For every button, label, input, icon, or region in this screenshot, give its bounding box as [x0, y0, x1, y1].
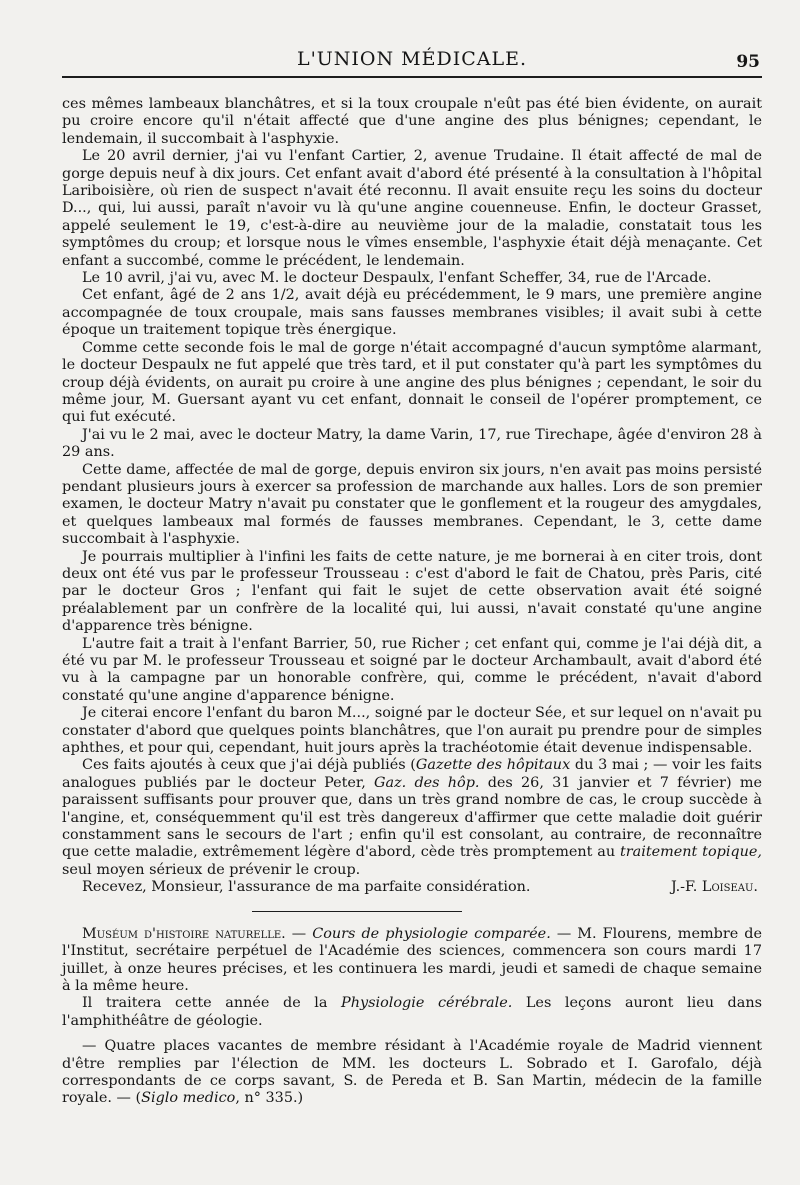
paragraph: Je citerai encore l'enfant du baron M..., soigné par le docteur Sée, et sur lequel on n'avait pu constater d'abord que quelques points blanchâtres, que l'on aurait pu prendre pour de simples aphthes, et pour qui, cependant, huit jours après la trachéotomie était devenue indispensable. — [62, 705, 762, 757]
signoff-text: Recevez, Monsieur, l'assurance de ma parfaite considération. — [82, 879, 531, 896]
section-divider — [252, 911, 462, 912]
paragraph: Le 10 avril, j'ai vu, avec M. le docteur Despaulx, l'enfant Scheffer, 34, rue de l'Arcade. — [82, 270, 712, 287]
text-run: Ces faits ajoutés à ceux que j'ai déjà publiés ( — [82, 757, 416, 774]
text-run: Il traitera cette année de la — [82, 995, 342, 1012]
news-museum — [62, 926, 762, 996]
paragraph: Comme cette seconde fois le mal de gorge n'était accompagné d'aucun symptôme alarmant, le docteur Despaulx ne fut appelé que très tard, et il put constater qu'à part les symptômes du croup déjà évidents, on aurait pu croire à une angine des plus bénignes ; cependant, le soir du même jour, M. Guersant ayant vu cet enfant, donnait le conseil de l'opérer promptement, ce qui fut exécuté. — [62, 339, 762, 426]
text-run: Les leçons auront lieu dans l'amphithéâtre de géologie. — [62, 995, 762, 1029]
paragraph-conclusion — [62, 757, 762, 879]
paragraph: Je pourrais multiplier à l'infini les faits de cette nature, je me bornerai à en citer trois, dont deux ont été vus par le professeur Trousseau : c'est d'abord le fait de Chatou, près Paris, cité par le docteur Gros ; l'enfant qui fait le sujet de cette observation avait été soigné préalablement par un confrère de la localité qui, lui aussi, n'avait constaté qu'une angine d'apparence très bénigne. — [62, 548, 762, 635]
article-body — [62, 96, 762, 1108]
paragraph: ces mêmes lambeaux blanchâtres, et si la toux croupale n'eût pas été bien évidente, on aurait pu croire encore qu'il n'était affecté que d'une angine des plus bénignes; cependant, le lendemain, il succombait à l'asphyxie. — [62, 96, 762, 147]
text-run: des 26, 31 janvier et 7 février) me paraissent suffisants pour prouver que, dans un très grand nombre de cas, le croup succède à l'angine, et, conséquemment qu'il est très dangereux d'affirmer que cette maladie doit guérir constamment sans le secours de l'art ; enfin qu'il est consolant, au contraire, de reconnaître que cette maladie, extrêmement légère d'abord, cède très promptement au — [62, 774, 762, 861]
signature: J.-F. Loiseau. — [670, 879, 758, 896]
citation-gazette: Gazette des hôpitaux — [415, 757, 571, 774]
page-number: 95 — [736, 52, 760, 72]
course-subject: Physiologie cérébrale. — [341, 995, 513, 1012]
page-header — [62, 46, 762, 78]
course-title: Cours de physiologie comparée. — [312, 925, 551, 942]
signoff — [62, 879, 762, 896]
news-madrid — [62, 1038, 762, 1108]
text-run: — — [285, 925, 313, 942]
paragraph: J'ai vu le 2 mai, avec le docteur Matry, la dame Varin, 17, rue Tirechape, âgée d'environ 28 à 29 ans. — [62, 426, 762, 461]
news-lead: Muséum d'histoire naturelle. — [82, 925, 286, 942]
paragraph: Cette dame, affectée de mal de gorge, depuis environ six jours, n'en avait pas moins persisté pendant plusieurs jours à exercer sa profession de marchande aux halles. Lors de son premier examen, le docteur Matry n'avait pu constater que le gonflement et la rougeur des amygdales, et quelques lambeaux mal formés de fausses membranes. Cependant, le 3, cette dame succombait à l'asphyxie. — [62, 461, 762, 548]
emphasis-traitement: traitement topique, — [619, 844, 763, 861]
text-run: — Quatre places vacantes de membre résidant à l'Académie royale de Madrid viennent d'être remplies par l'élection de MM. les docteurs L. Sobrado et I. Garofalo, déjà correspondants de ce corps savant, S. de Pereda et B. San Martin, médecin de la famille royale. — ( — [62, 1038, 762, 1107]
text-run: , n° 335.) — [235, 1090, 304, 1107]
source-title: Siglo medico — [141, 1090, 236, 1107]
paragraph: Le 20 avril dernier, j'ai vu l'enfant Cartier, 2, avenue Trudaine. Il était affecté de mal de gorge depuis neuf à dix jours. Cet enfant avait d'abord été présenté à la consultation à l'hôpital Lariboisière, où rien de suspect n'avait été reconnu. Il avait ensuite reçu les soins du docteur D..., qui, lui aussi, paraît n'avoir vu là qu'une angine couenneuse. Enfin, le docteur Grasset, appelé seulement le 19, c'est-à-dire au neuvième jour de la maladie, constatait tous les symptômes du croup; et lorsque nous le vîmes ensemble, l'asphyxie était déjà menaçante. Cet enfant a succombé, comme le précédent, le lendemain. — [62, 148, 762, 269]
paragraph: Cet enfant, âgé de 2 ans 1/2, avait déjà eu précédemment, le 9 mars, une première angine accompagnée de toux croupale, mais sans fausses membranes visibles; il avait subi à cette époque un traitement topique très énergique. — [62, 287, 762, 339]
running-title: L'UNION MÉDICALE. — [296, 48, 528, 70]
text-run: seul moyen sérieux de prévenir le croup. — [62, 861, 361, 878]
news-physiology — [62, 995, 762, 1030]
text-run: — M. Flourens, membre de l'Institut, secrétaire perpétuel de l'Académie des sciences, commencera son cours mardi 17 juillet, à onze heures précises, et les continuera les mardi, jeudi et samedi de chaque semaine à la même heure. — [62, 925, 762, 994]
text-run: du 3 mai ; — voir les faits analogues publiés par le docteur Peter, — [62, 757, 763, 791]
paragraph: L'autre fait a trait à l'enfant Barrier, 50, rue Richer ; cet enfant qui, comme je l'ai déjà dit, a été vu par M. le professeur Trousseau et soigné par le docteur Archambault, avait d'abord été vu à la campagne par un honorable confrère, qui, comme le précédent, n'avait d'abord constaté qu'une angine d'apparence bénigne. — [62, 635, 762, 704]
citation-gaz-hop: Gaz. des hôp. — [374, 774, 480, 791]
